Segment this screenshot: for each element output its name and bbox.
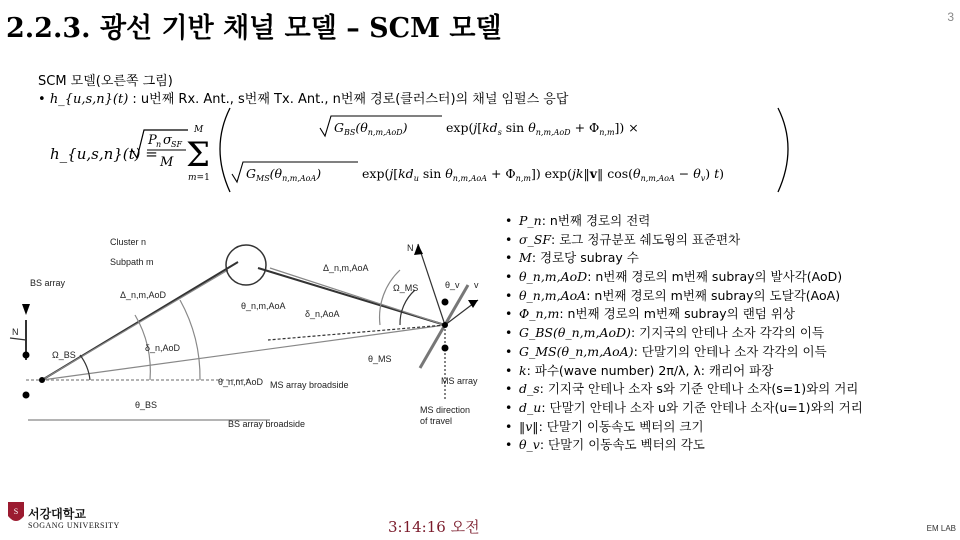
page-number: 3	[947, 10, 954, 24]
svg-text:m=1: m=1	[188, 173, 210, 183]
label-delta-aod: Δ_n,m,AoD	[120, 290, 167, 300]
equation-body	[130, 100, 790, 198]
label-cluster: Cluster n	[110, 237, 147, 247]
label-ms-array: MS array	[441, 376, 478, 386]
label-ms-broadside: MS array broadside	[270, 380, 349, 390]
label-theta-v: θ_v	[445, 280, 460, 290]
svg-text:P: P	[148, 133, 157, 148]
label-ms-direction: MS direction of travel	[420, 405, 471, 426]
definition-item: • θ_n,m,AoD: n번째 경로의 m번째 subray의 발사각(AoD)	[505, 268, 863, 287]
label-bs-broadside: BS array broadside	[228, 419, 306, 429]
svg-text:exp(j[kdu sin θn,m,AoA + Φn,m]: $\exp(j[kd_u$ $\sin \theta_{n,m,AoA} + \Phi_{n,m}$]) exp(jk‖v‖ $\cos(\theta_{n,m,AoA} - \theta_v)$ t)	[362, 166, 725, 183]
label-omega-bs: Ω_BS	[52, 350, 76, 360]
svg-text:exp(j[kds sin θn,m,AoD + Φn,m]: $\exp(j[kd_s$ $\sin \theta_{n,m,AoD} + \Phi_{n,m}$]) ×	[446, 120, 639, 137]
equation-top-row	[320, 116, 639, 137]
intro-text: SCM 모델(오른쪽 그림)	[38, 74, 173, 89]
bullet-dot: •	[38, 92, 50, 107]
svg-text:M: M	[194, 125, 204, 135]
definition-item: • Φ_n,m: n번째 경로의 m번째 subray의 랜덤 위상	[505, 305, 863, 324]
definition-item: • P_n: n번째 경로의 전력	[505, 212, 863, 231]
svg-text:σ: σ	[163, 133, 172, 148]
slide-title: 2.2.3. 광선 기반 채널 모델 – SCM 모델	[6, 13, 502, 44]
label-theta-bs: θ_BS	[135, 400, 158, 410]
label-theta-nm-aoa: θ_n,m,AoA	[241, 301, 286, 311]
definition-item: • d_u: 단말기 안테나 소자 u와 기준 안테나 소자(u=1)와의 거리	[505, 399, 863, 418]
timestamp: 3:14:16 오전	[388, 518, 480, 536]
label-north-left: N	[12, 327, 19, 337]
definition-item: • G_BS(θ_n,m,AoD): 기지국의 안테나 소자 각각의 이득	[505, 324, 863, 343]
lab-name: EM LAB	[926, 524, 956, 533]
university-name-english: SOGANG UNIVERSITY	[28, 521, 120, 530]
definition-item: • k: 파수(wave number) 2π/λ, λ: 캐리어 파장	[505, 362, 863, 381]
definition-item: • θ_v: 단말기 이동속도 벡터의 각도	[505, 436, 863, 455]
main-bullet-symbol: h_{u,s,n}(t)	[49, 92, 129, 107]
definition-item: • σ_SF: 로그 정규분포 쉐도윙의 표준편차	[505, 231, 863, 250]
university-seal-logo	[6, 500, 26, 526]
definition-item: • G_MS(θ_n,m,AoA): 단말기의 안테나 소자 각각의 이득	[505, 343, 863, 362]
equation-lhs: h_{u,s,n}(t) =	[50, 145, 158, 163]
svg-text:S: S	[13, 507, 19, 516]
label-velocity: v	[474, 280, 479, 290]
sum-sigma	[186, 125, 210, 183]
definition-item: • d_s: 기지국 안테나 소자 s와 기준 안테나 소자(s=1)와의 거리	[505, 380, 863, 399]
equation-bottom-row	[232, 162, 724, 183]
label-bs-array: BS array	[30, 278, 66, 288]
label-delta-aoa: Δ_n,m,AoA	[323, 263, 369, 273]
main-bullet-text: : u번째 Rx. Ant., s번째 Tx. Ant., n번째 경로(클러스터)의 채널 임펄스 응답	[132, 92, 569, 107]
label-omega-ms: Ω_MS	[393, 283, 419, 293]
definition-item: • M: 경로당 subray 수	[505, 249, 863, 268]
definitions-list	[505, 212, 863, 455]
scm-geometry-diagram	[0, 200, 500, 440]
label-subpath: Subpath m	[110, 257, 154, 267]
label-north-right: N	[407, 243, 414, 253]
svg-text:GBS(θn,m,AoD): $G_{BS}(\theta_{n,m,AoD})$	[334, 120, 408, 137]
label-theta-nm-aod: θ_n,m,AoD	[218, 377, 264, 387]
svg-text:n: n	[156, 140, 162, 149]
svg-text:M: M	[160, 155, 174, 170]
label-delta-n-aoa: δ_n,AoA	[305, 309, 340, 319]
university-name-korean: 서강대학교	[28, 507, 86, 521]
definition-item: • θ_n,m,AoA: n번째 경로의 m번째 subray의 도달각(AoA)	[505, 287, 863, 306]
svg-text:Σ: Σ	[186, 135, 211, 175]
label-theta-ms: θ_MS	[368, 354, 392, 364]
label-delta-n-aod: δ_n,AoD	[145, 343, 181, 353]
svg-text:SF: SF	[171, 140, 183, 149]
prefactor	[132, 130, 188, 170]
svg-text:GMS(θn,m,AoA): $G_{MS}(\theta_{n,m,AoA})$	[246, 166, 322, 183]
definition-item: • ‖v‖: 단말기 이동속도 벡터의 크기	[505, 418, 863, 437]
